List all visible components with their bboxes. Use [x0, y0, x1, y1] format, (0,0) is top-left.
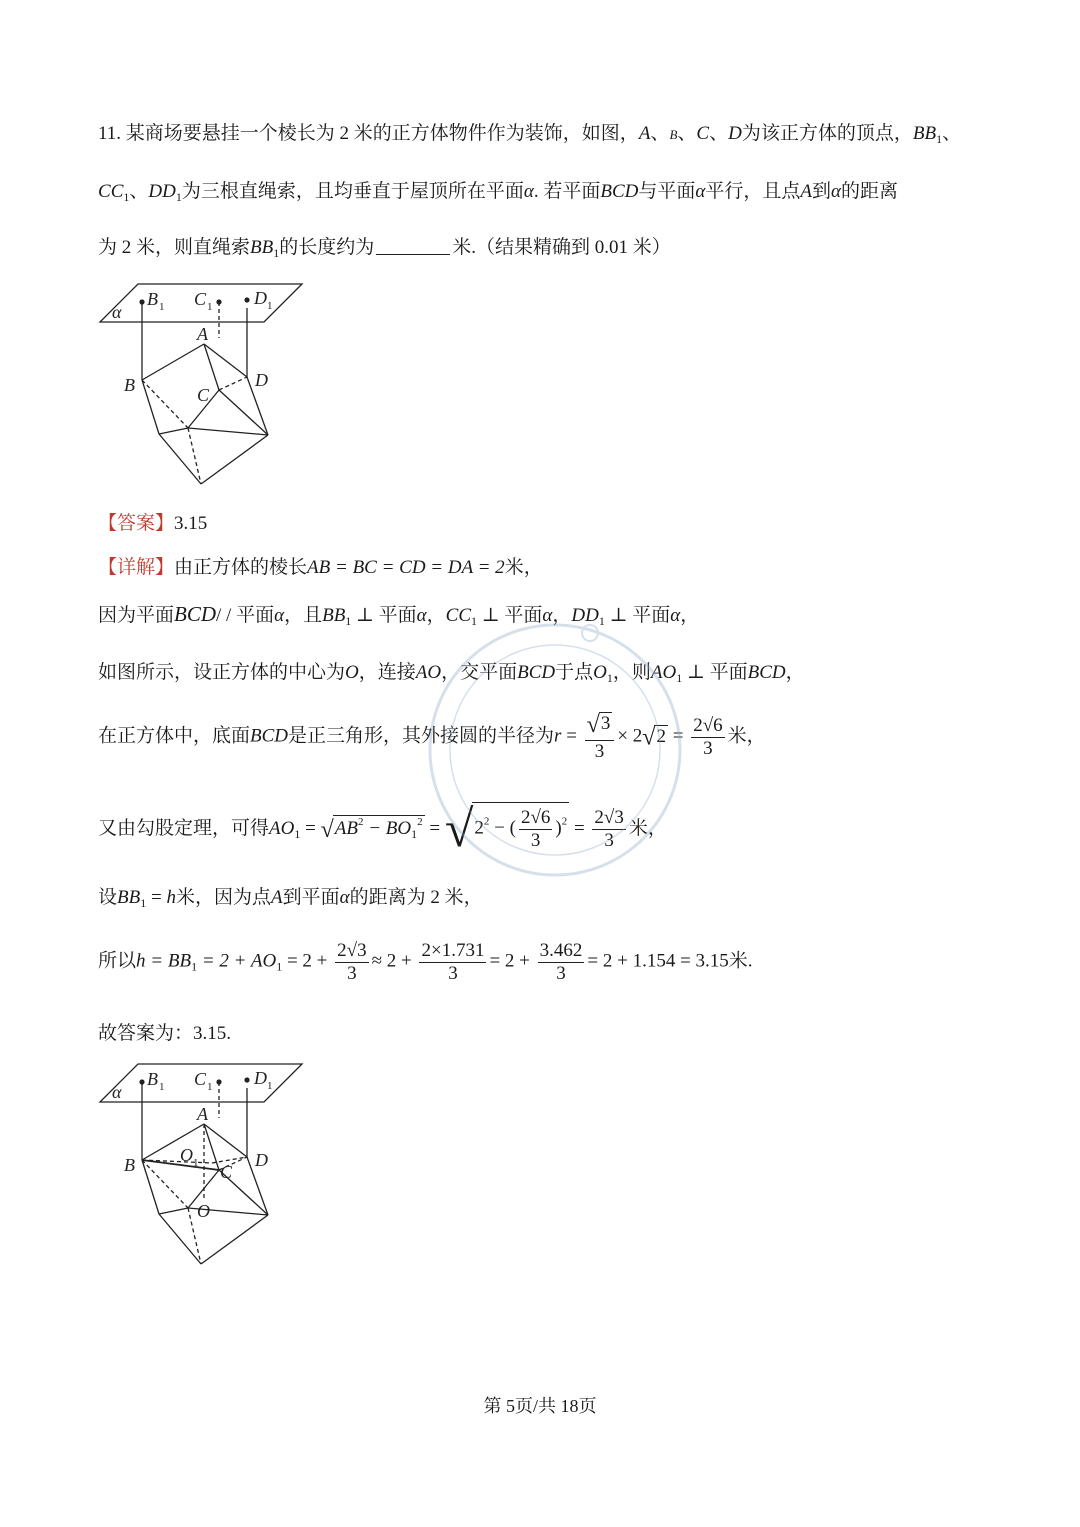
label-C1: C — [194, 289, 207, 309]
solution-line-6: 设$BB_1 = h$米，因为点A到平面α的距离为 2 米， — [98, 887, 483, 910]
answer-tag: 【答案】 — [98, 513, 175, 534]
answer-line — [98, 508, 207, 535]
cube-figure-1 — [96, 280, 311, 490]
frac-2sqrt3-over-3: $\frac{2√3}{3}$ — [594, 807, 624, 852]
svg-text:α: α — [112, 1082, 122, 1102]
cube-figure-2 — [96, 1060, 311, 1270]
answer-value: 3.15 — [174, 513, 208, 534]
svg-text:C: C — [220, 1162, 233, 1182]
label-B1: B — [147, 289, 158, 309]
svg-text:1: 1 — [207, 1081, 213, 1093]
svg-text:1: 1 — [267, 300, 273, 312]
answer-blank — [376, 254, 450, 255]
svg-text:1: 1 — [267, 1080, 273, 1092]
label-alpha: α — [112, 302, 122, 322]
solution-line-1: 【详解】由正方体的棱长AB = BC = CD = DA = 2米， — [98, 557, 543, 578]
solution-line-2: 因为平面BCD/ / 平面α，且$BB_1$ ⊥ 平面α，$CC_1$ ⊥ 平面α，$DD_1$ ⊥ 平面α， — [98, 602, 700, 628]
frac-2sqrt6-over-3: $\frac{2√6}{3}$ — [693, 714, 723, 759]
label-O1: O — [180, 1145, 193, 1165]
solution-line-4: 在正方体中，底面BCD是正三角形，其外接圆的半径为r = $\frac{√3}{3}$ × 2√2 = $\frac{2√6}{3}$ 米， — [98, 712, 766, 762]
svg-text:1: 1 — [159, 1081, 165, 1093]
label-B: B — [124, 375, 135, 395]
solution-line-8: 故答案为：3.15. — [98, 1023, 232, 1044]
solution-tag: 【详解】 — [98, 557, 175, 578]
svg-text:1: 1 — [159, 301, 165, 313]
solution-line-5: 又由勾股定理，可得$AO_1 = √AB^2 - BO_1^2 = √2^2$ − ( $\frac{2√6}{3}$ )$^2$ = $\frac{2√3}{3}$ 米， — [98, 801, 667, 858]
label-D: D — [255, 370, 268, 390]
page-footer: 第 5页/共 18页 — [483, 1396, 597, 1416]
question-line-1: 11. 某商场要悬挂一个棱长为 2 米的正方体物件作为装饰，如图，A、B、C、D为该正方体的顶点，$BB_1$、 — [98, 123, 962, 146]
question-line-2: $CC_1$、$DD_1$为三根直绳索，且均垂直于屋顶所在平面α. 若平面BCD与平面α平行，且点A到α的距离 — [98, 181, 899, 204]
label-D1: D — [254, 288, 267, 308]
svg-text:D: D — [254, 1068, 267, 1088]
svg-text:D: D — [255, 1150, 268, 1170]
svg-text:C: C — [194, 1069, 207, 1089]
question-number: 11. — [98, 123, 122, 144]
question-line-3: 为 2 米，则直绳索$BB_1$的长度约为 米.（结果精确到 0.01 米） — [98, 237, 671, 260]
frac-sqrt3-over-3: $\frac{√3}{3}$ — [585, 712, 615, 762]
solution-line-7: 所以$h = BB_1 = 2 + AO_1 = 2$ + $\frac{2√3}{3}$ ≈ 2 + $\frac{2\times 1.731}{3}$ = 2 + $\frac{3.462}{3}$ = 2 + 1.154 = 3.15米. — [98, 940, 753, 984]
svg-text:B: B — [147, 1069, 158, 1089]
svg-text:A: A — [197, 1104, 208, 1124]
watermark-stamp — [420, 615, 690, 885]
label-C: C — [197, 385, 210, 405]
svg-text:1: 1 — [193, 1157, 199, 1169]
svg-text:B: B — [124, 1155, 135, 1175]
label-O: O — [197, 1201, 210, 1221]
solution-line-3: 如图所示，设正方体的中心为O，连接AO，交平面BCD于点$O_1$，则$AO_1$ ⊥ 平面BCD， — [98, 662, 805, 685]
label-A: A — [197, 324, 208, 344]
svg-text:1: 1 — [207, 301, 213, 313]
